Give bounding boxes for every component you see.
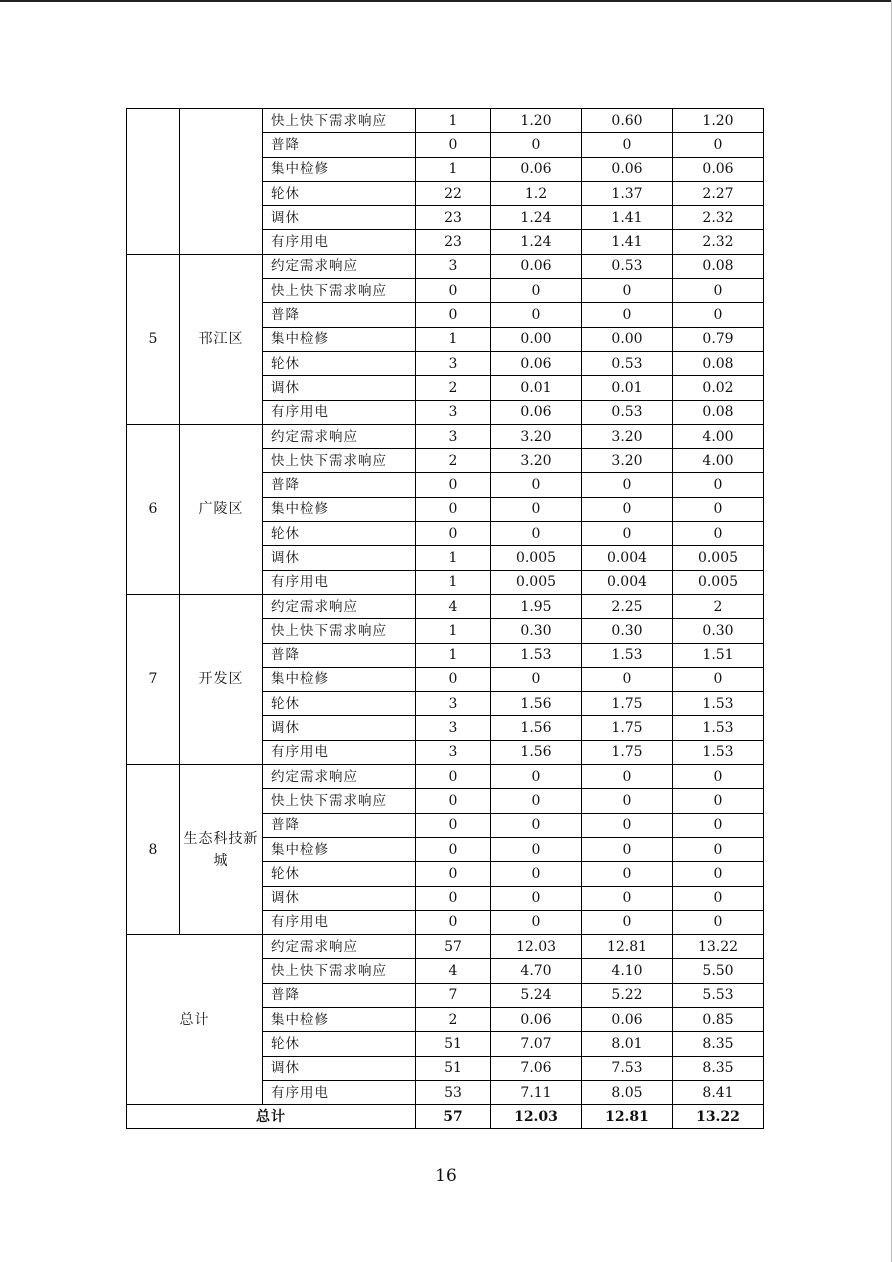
value-cell-a: 4.70 bbox=[491, 959, 582, 983]
measure-type: 集中检修 bbox=[263, 667, 416, 691]
value-cell-b: 0.53 bbox=[582, 400, 673, 424]
value-cell-a: 1.20 bbox=[491, 109, 582, 133]
value-cell-a: 0 bbox=[491, 133, 582, 157]
district-number: 5 bbox=[127, 254, 180, 424]
value-cell-c: 0 bbox=[673, 133, 764, 157]
value-cell-a: 0 bbox=[491, 886, 582, 910]
value-cell-c: 13.22 bbox=[673, 935, 764, 959]
value-cell-c: 0.08 bbox=[673, 254, 764, 278]
value-cell-c: 8.35 bbox=[673, 1032, 764, 1056]
value-cell-b: 1.41 bbox=[582, 230, 673, 254]
value-cell-b: 12.81 bbox=[582, 935, 673, 959]
table-row bbox=[127, 109, 764, 133]
count-cell: 51 bbox=[416, 1056, 491, 1080]
value-cell-c: 0.005 bbox=[673, 546, 764, 570]
count-cell: 3 bbox=[416, 716, 491, 740]
value-cell-b: 2.25 bbox=[582, 594, 673, 618]
value-cell-c: 4.00 bbox=[673, 424, 764, 448]
value-cell-a: 7.06 bbox=[491, 1056, 582, 1080]
count-cell: 0 bbox=[416, 133, 491, 157]
value-cell-b: 0 bbox=[582, 522, 673, 546]
value-cell-a: 0.06 bbox=[491, 157, 582, 181]
measure-type: 轮休 bbox=[263, 522, 416, 546]
district-number: 6 bbox=[127, 424, 180, 594]
count-cell: 1 bbox=[416, 570, 491, 594]
measure-type: 调休 bbox=[263, 716, 416, 740]
value-cell-c: 8.35 bbox=[673, 1056, 764, 1080]
value-cell-b: 0 bbox=[582, 279, 673, 303]
value-cell-c: 0.02 bbox=[673, 376, 764, 400]
value-cell-b: 1.75 bbox=[582, 740, 673, 764]
count-cell: 0 bbox=[416, 862, 491, 886]
value-cell-a: 0 bbox=[491, 522, 582, 546]
measure-type: 轮休 bbox=[263, 862, 416, 886]
count-cell: 22 bbox=[416, 181, 491, 205]
measure-type: 快上快下需求响应 bbox=[263, 279, 416, 303]
value-cell-a: 1.56 bbox=[491, 716, 582, 740]
value-cell-b: 0 bbox=[582, 862, 673, 886]
value-cell-b: 0 bbox=[582, 886, 673, 910]
district-number: 8 bbox=[127, 765, 180, 935]
measure-type: 有序用电 bbox=[263, 230, 416, 254]
measure-type: 调休 bbox=[263, 206, 416, 230]
value-cell-b: 3.20 bbox=[582, 449, 673, 473]
value-cell-b: 0.60 bbox=[582, 109, 673, 133]
measure-type: 约定需求响应 bbox=[263, 765, 416, 789]
value-cell-c: 5.50 bbox=[673, 959, 764, 983]
value-cell-c: 13.22 bbox=[673, 1105, 764, 1129]
value-cell-c: 0 bbox=[673, 497, 764, 521]
measure-type: 集中检修 bbox=[263, 497, 416, 521]
value-cell-b: 0.01 bbox=[582, 376, 673, 400]
table-row bbox=[127, 254, 764, 278]
count-cell: 1 bbox=[416, 157, 491, 181]
measure-type: 轮休 bbox=[263, 1032, 416, 1056]
district-name: 邗江区 bbox=[180, 254, 263, 424]
count-cell: 0 bbox=[416, 910, 491, 934]
value-cell-b: 0.30 bbox=[582, 619, 673, 643]
count-cell: 57 bbox=[416, 935, 491, 959]
value-cell-a: 1.53 bbox=[491, 643, 582, 667]
value-cell-a: 0 bbox=[491, 497, 582, 521]
value-cell-a: 7.07 bbox=[491, 1032, 582, 1056]
value-cell-a: 0.06 bbox=[491, 351, 582, 375]
value-cell-b: 5.22 bbox=[582, 983, 673, 1007]
value-cell-b: 7.53 bbox=[582, 1056, 673, 1080]
value-cell-a: 12.03 bbox=[491, 935, 582, 959]
value-cell-c: 0.06 bbox=[673, 157, 764, 181]
value-cell-a: 1.56 bbox=[491, 692, 582, 716]
value-cell-b: 0 bbox=[582, 473, 673, 497]
value-cell-b: 0 bbox=[582, 789, 673, 813]
value-cell-c: 0.005 bbox=[673, 570, 764, 594]
page-number: 16 bbox=[435, 1166, 457, 1186]
count-cell: 4 bbox=[416, 594, 491, 618]
value-cell-b: 3.20 bbox=[582, 424, 673, 448]
value-cell-b: 4.10 bbox=[582, 959, 673, 983]
value-cell-b: 0.53 bbox=[582, 254, 673, 278]
count-cell: 1 bbox=[416, 643, 491, 667]
district-name: 生态科技新城 bbox=[180, 765, 263, 935]
value-cell-c: 1.53 bbox=[673, 716, 764, 740]
count-cell: 1 bbox=[416, 619, 491, 643]
count-cell: 3 bbox=[416, 740, 491, 764]
measure-type: 约定需求响应 bbox=[263, 935, 416, 959]
value-cell-a: 1.95 bbox=[491, 594, 582, 618]
value-cell-b: 0 bbox=[582, 133, 673, 157]
count-cell: 0 bbox=[416, 522, 491, 546]
district-number: 7 bbox=[127, 594, 180, 764]
count-cell: 3 bbox=[416, 424, 491, 448]
value-cell-a: 0 bbox=[491, 765, 582, 789]
value-cell-c: 0.08 bbox=[673, 400, 764, 424]
measure-type: 调休 bbox=[263, 886, 416, 910]
measure-type: 普降 bbox=[263, 133, 416, 157]
value-cell-b: 0 bbox=[582, 667, 673, 691]
count-cell: 0 bbox=[416, 279, 491, 303]
value-cell-a: 0.06 bbox=[491, 400, 582, 424]
value-cell-a: 0.005 bbox=[491, 546, 582, 570]
count-cell: 23 bbox=[416, 230, 491, 254]
measure-type: 集中检修 bbox=[263, 1007, 416, 1031]
measure-type: 快上快下需求响应 bbox=[263, 109, 416, 133]
measure-type: 快上快下需求响应 bbox=[263, 619, 416, 643]
value-cell-b: 0 bbox=[582, 497, 673, 521]
value-cell-c: 0 bbox=[673, 837, 764, 861]
value-cell-a: 0.00 bbox=[491, 327, 582, 351]
value-cell-a: 0.06 bbox=[491, 254, 582, 278]
value-cell-a: 1.2 bbox=[491, 181, 582, 205]
value-cell-c: 0.85 bbox=[673, 1007, 764, 1031]
value-cell-b: 0.004 bbox=[582, 546, 673, 570]
measure-type: 调休 bbox=[263, 546, 416, 570]
value-cell-a: 7.11 bbox=[491, 1080, 582, 1104]
district-name: 开发区 bbox=[180, 594, 263, 764]
measure-type: 普降 bbox=[263, 643, 416, 667]
measure-type: 普降 bbox=[263, 983, 416, 1007]
measure-type: 集中检修 bbox=[263, 157, 416, 181]
measure-type: 有序用电 bbox=[263, 400, 416, 424]
count-cell: 2 bbox=[416, 449, 491, 473]
grand-total-row bbox=[127, 1105, 764, 1129]
measure-type: 约定需求响应 bbox=[263, 254, 416, 278]
value-cell-b: 8.05 bbox=[582, 1080, 673, 1104]
value-cell-c: 0 bbox=[673, 813, 764, 837]
value-cell-c: 0 bbox=[673, 279, 764, 303]
value-cell-b: 0.06 bbox=[582, 1007, 673, 1031]
count-cell: 2 bbox=[416, 376, 491, 400]
count-cell: 57 bbox=[416, 1105, 491, 1129]
measure-type: 快上快下需求响应 bbox=[263, 789, 416, 813]
value-cell-b: 1.37 bbox=[582, 181, 673, 205]
value-cell-a: 0.005 bbox=[491, 570, 582, 594]
measure-type: 约定需求响应 bbox=[263, 424, 416, 448]
count-cell: 0 bbox=[416, 837, 491, 861]
value-cell-b: 1.75 bbox=[582, 692, 673, 716]
measure-type: 调休 bbox=[263, 1056, 416, 1080]
value-cell-b: 8.01 bbox=[582, 1032, 673, 1056]
table-row bbox=[127, 765, 764, 789]
value-cell-c: 1.51 bbox=[673, 643, 764, 667]
count-cell: 3 bbox=[416, 400, 491, 424]
measure-type: 有序用电 bbox=[263, 570, 416, 594]
value-cell-c: 5.53 bbox=[673, 983, 764, 1007]
measure-type: 普降 bbox=[263, 813, 416, 837]
measure-type: 有序用电 bbox=[263, 1080, 416, 1104]
measure-type: 有序用电 bbox=[263, 910, 416, 934]
value-cell-b: 12.81 bbox=[582, 1105, 673, 1129]
measure-type: 有序用电 bbox=[263, 740, 416, 764]
count-cell: 0 bbox=[416, 789, 491, 813]
count-cell: 0 bbox=[416, 886, 491, 910]
table-row bbox=[127, 424, 764, 448]
value-cell-c: 0.30 bbox=[673, 619, 764, 643]
value-cell-c: 0.08 bbox=[673, 351, 764, 375]
count-cell: 23 bbox=[416, 206, 491, 230]
value-cell-c: 8.41 bbox=[673, 1080, 764, 1104]
count-cell: 3 bbox=[416, 351, 491, 375]
count-cell: 53 bbox=[416, 1080, 491, 1104]
count-cell: 1 bbox=[416, 546, 491, 570]
measure-type: 轮休 bbox=[263, 351, 416, 375]
value-cell-c: 1.53 bbox=[673, 692, 764, 716]
value-cell-b: 0.004 bbox=[582, 570, 673, 594]
value-cell-c: 0 bbox=[673, 303, 764, 327]
value-cell-a: 3.20 bbox=[491, 424, 582, 448]
count-cell: 0 bbox=[416, 667, 491, 691]
value-cell-b: 0 bbox=[582, 837, 673, 861]
count-cell: 0 bbox=[416, 303, 491, 327]
value-cell-a: 1.56 bbox=[491, 740, 582, 764]
value-cell-a: 0 bbox=[491, 279, 582, 303]
value-cell-a: 0.30 bbox=[491, 619, 582, 643]
count-cell: 7 bbox=[416, 983, 491, 1007]
grand-total-label: 总计 bbox=[127, 1105, 416, 1129]
value-cell-a: 0.01 bbox=[491, 376, 582, 400]
value-cell-c: 4.00 bbox=[673, 449, 764, 473]
value-cell-b: 0.00 bbox=[582, 327, 673, 351]
value-cell-c: 0 bbox=[673, 473, 764, 497]
value-cell-c: 0 bbox=[673, 765, 764, 789]
value-cell-a: 1.24 bbox=[491, 230, 582, 254]
count-cell: 2 bbox=[416, 1007, 491, 1031]
value-cell-c: 0 bbox=[673, 667, 764, 691]
value-cell-c: 2.32 bbox=[673, 230, 764, 254]
value-cell-c: 2.32 bbox=[673, 206, 764, 230]
value-cell-b: 0 bbox=[582, 910, 673, 934]
value-cell-a: 5.24 bbox=[491, 983, 582, 1007]
value-cell-a: 0.06 bbox=[491, 1007, 582, 1031]
value-cell-b: 0.06 bbox=[582, 157, 673, 181]
measure-type: 集中检修 bbox=[263, 837, 416, 861]
value-cell-a: 12.03 bbox=[491, 1105, 582, 1129]
count-cell: 0 bbox=[416, 813, 491, 837]
measure-type: 普降 bbox=[263, 303, 416, 327]
value-cell-b: 0 bbox=[582, 813, 673, 837]
measure-type: 调休 bbox=[263, 376, 416, 400]
value-cell-c: 0 bbox=[673, 910, 764, 934]
value-cell-a: 0 bbox=[491, 303, 582, 327]
value-cell-b: 1.53 bbox=[582, 643, 673, 667]
count-cell: 1 bbox=[416, 327, 491, 351]
count-cell: 3 bbox=[416, 254, 491, 278]
value-cell-a: 0 bbox=[491, 789, 582, 813]
count-cell: 3 bbox=[416, 692, 491, 716]
table-row bbox=[127, 594, 764, 618]
count-cell: 51 bbox=[416, 1032, 491, 1056]
value-cell-c: 2.27 bbox=[673, 181, 764, 205]
load-management-table bbox=[126, 108, 764, 1129]
measure-type: 普降 bbox=[263, 473, 416, 497]
value-cell-b: 0.53 bbox=[582, 351, 673, 375]
value-cell-a: 1.24 bbox=[491, 206, 582, 230]
count-cell: 0 bbox=[416, 497, 491, 521]
value-cell-a: 0 bbox=[491, 910, 582, 934]
measure-type: 轮休 bbox=[263, 692, 416, 716]
value-cell-c: 0 bbox=[673, 789, 764, 813]
measure-type: 快上快下需求响应 bbox=[263, 449, 416, 473]
page-top-border bbox=[0, 0, 892, 2]
count-cell: 4 bbox=[416, 959, 491, 983]
value-cell-c: 0 bbox=[673, 522, 764, 546]
measure-type: 轮休 bbox=[263, 181, 416, 205]
value-cell-c: 2 bbox=[673, 594, 764, 618]
subtotal-label: 总计 bbox=[127, 935, 263, 1105]
value-cell-a: 0 bbox=[491, 813, 582, 837]
district-number bbox=[127, 109, 180, 255]
count-cell: 1 bbox=[416, 109, 491, 133]
value-cell-b: 0 bbox=[582, 303, 673, 327]
measure-type: 快上快下需求响应 bbox=[263, 959, 416, 983]
table-row bbox=[127, 935, 764, 959]
district-name bbox=[180, 109, 263, 255]
value-cell-b: 1.41 bbox=[582, 206, 673, 230]
measure-type: 约定需求响应 bbox=[263, 594, 416, 618]
value-cell-c: 0.79 bbox=[673, 327, 764, 351]
value-cell-c: 1.20 bbox=[673, 109, 764, 133]
value-cell-c: 0 bbox=[673, 886, 764, 910]
value-cell-b: 0 bbox=[582, 765, 673, 789]
value-cell-c: 1.53 bbox=[673, 740, 764, 764]
value-cell-a: 3.20 bbox=[491, 449, 582, 473]
value-cell-b: 1.75 bbox=[582, 716, 673, 740]
value-cell-a: 0 bbox=[491, 862, 582, 886]
measure-type: 集中检修 bbox=[263, 327, 416, 351]
value-cell-a: 0 bbox=[491, 473, 582, 497]
count-cell: 0 bbox=[416, 473, 491, 497]
value-cell-c: 0 bbox=[673, 862, 764, 886]
district-name: 广陵区 bbox=[180, 424, 263, 594]
value-cell-a: 0 bbox=[491, 837, 582, 861]
value-cell-a: 0 bbox=[491, 667, 582, 691]
count-cell: 0 bbox=[416, 765, 491, 789]
